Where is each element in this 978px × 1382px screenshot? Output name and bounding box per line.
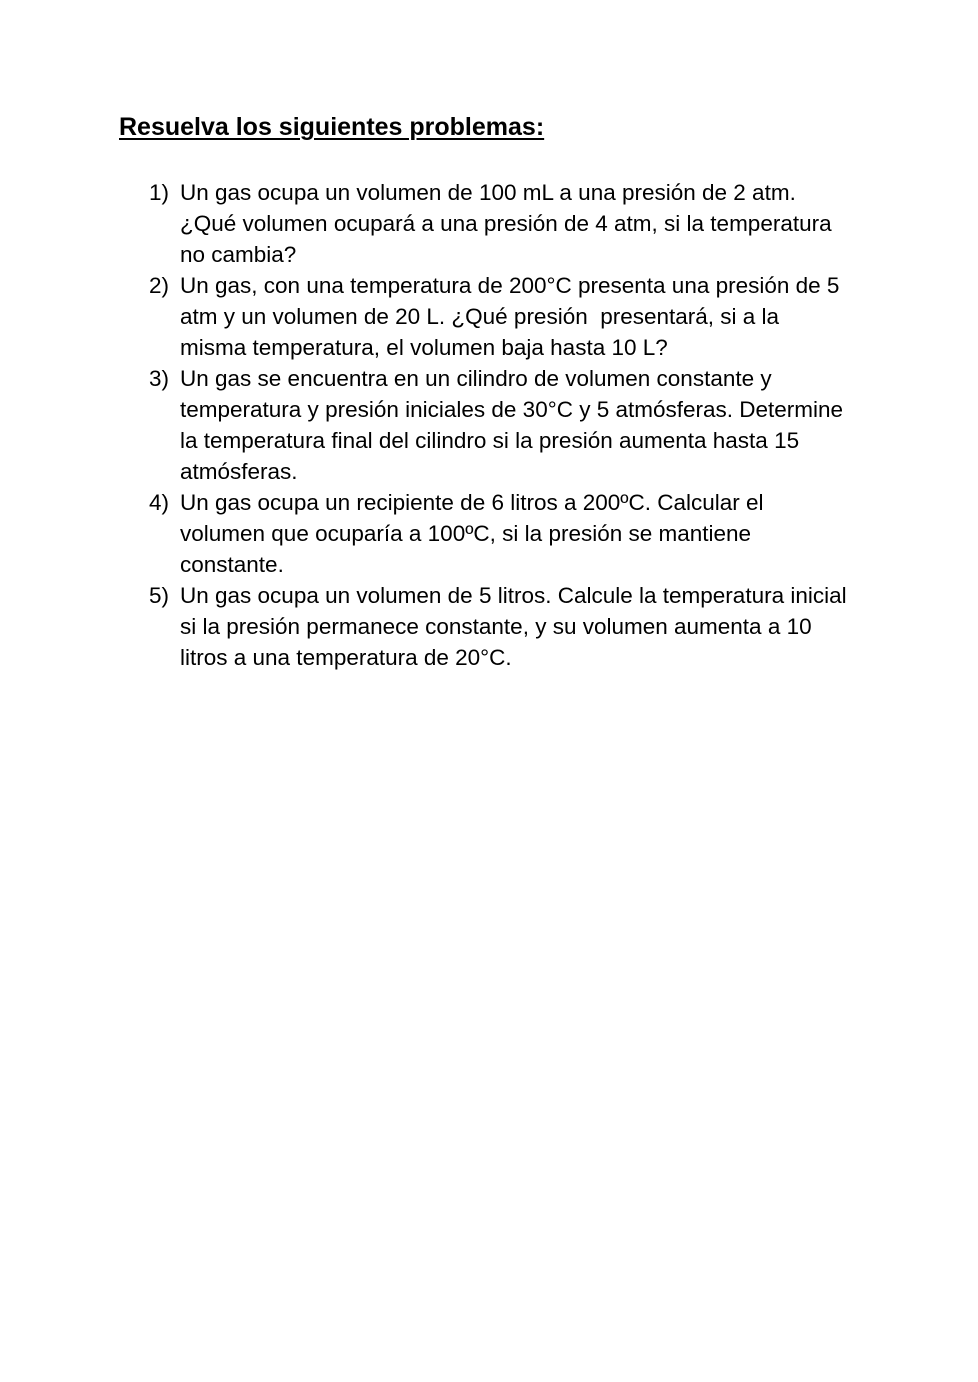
problem-item-2 [149,270,868,363]
problem-number: 4) [149,490,170,515]
problem-text: Un gas se encuentra en un cilindro de volumen constante y temperatura y presión iniciales de 30°C y 5 atmósferas. Determine la temperatura final del cilindro si la presión aumenta hasta 15 atmósferas. [180,366,844,484]
problem-text: Un gas ocupa un volumen de 5 litros. Calcule la temperatura inicial si la presión permanece constante, y su volumen aumenta a 10 litros a una temperatura de 20°C. [180,583,847,670]
page-title: Resuelva los siguientes problemas: [119,113,545,141]
problem-number: 2) [149,273,170,298]
problem-text: Un gas, con una temperatura de 200°C presenta una presión de 5 atm y un volumen de 20 L. ¿Qué presión presentará, si a la misma temperatura, el volumen baja hasta 10 L? [180,273,840,360]
problem-list [149,177,868,673]
problem-item-4 [149,487,868,580]
problem-text: Un gas ocupa un volumen de 100 mL a una presión de 2 atm. ¿Qué volumen ocupará a una presión de 4 atm, si la temperatura no cambia? [180,180,832,267]
problem-item-1 [149,177,868,270]
problem-number: 1) [149,180,170,205]
problem-number: 3) [149,366,170,391]
problem-item-3 [149,363,868,487]
problem-item-5 [149,580,868,673]
problem-number: 5) [149,583,170,608]
problem-text: Un gas ocupa un recipiente de 6 litros a 200ºC. Calcular el volumen que ocuparía a 100ºC, si la presión se mantiene constante. [180,490,764,577]
